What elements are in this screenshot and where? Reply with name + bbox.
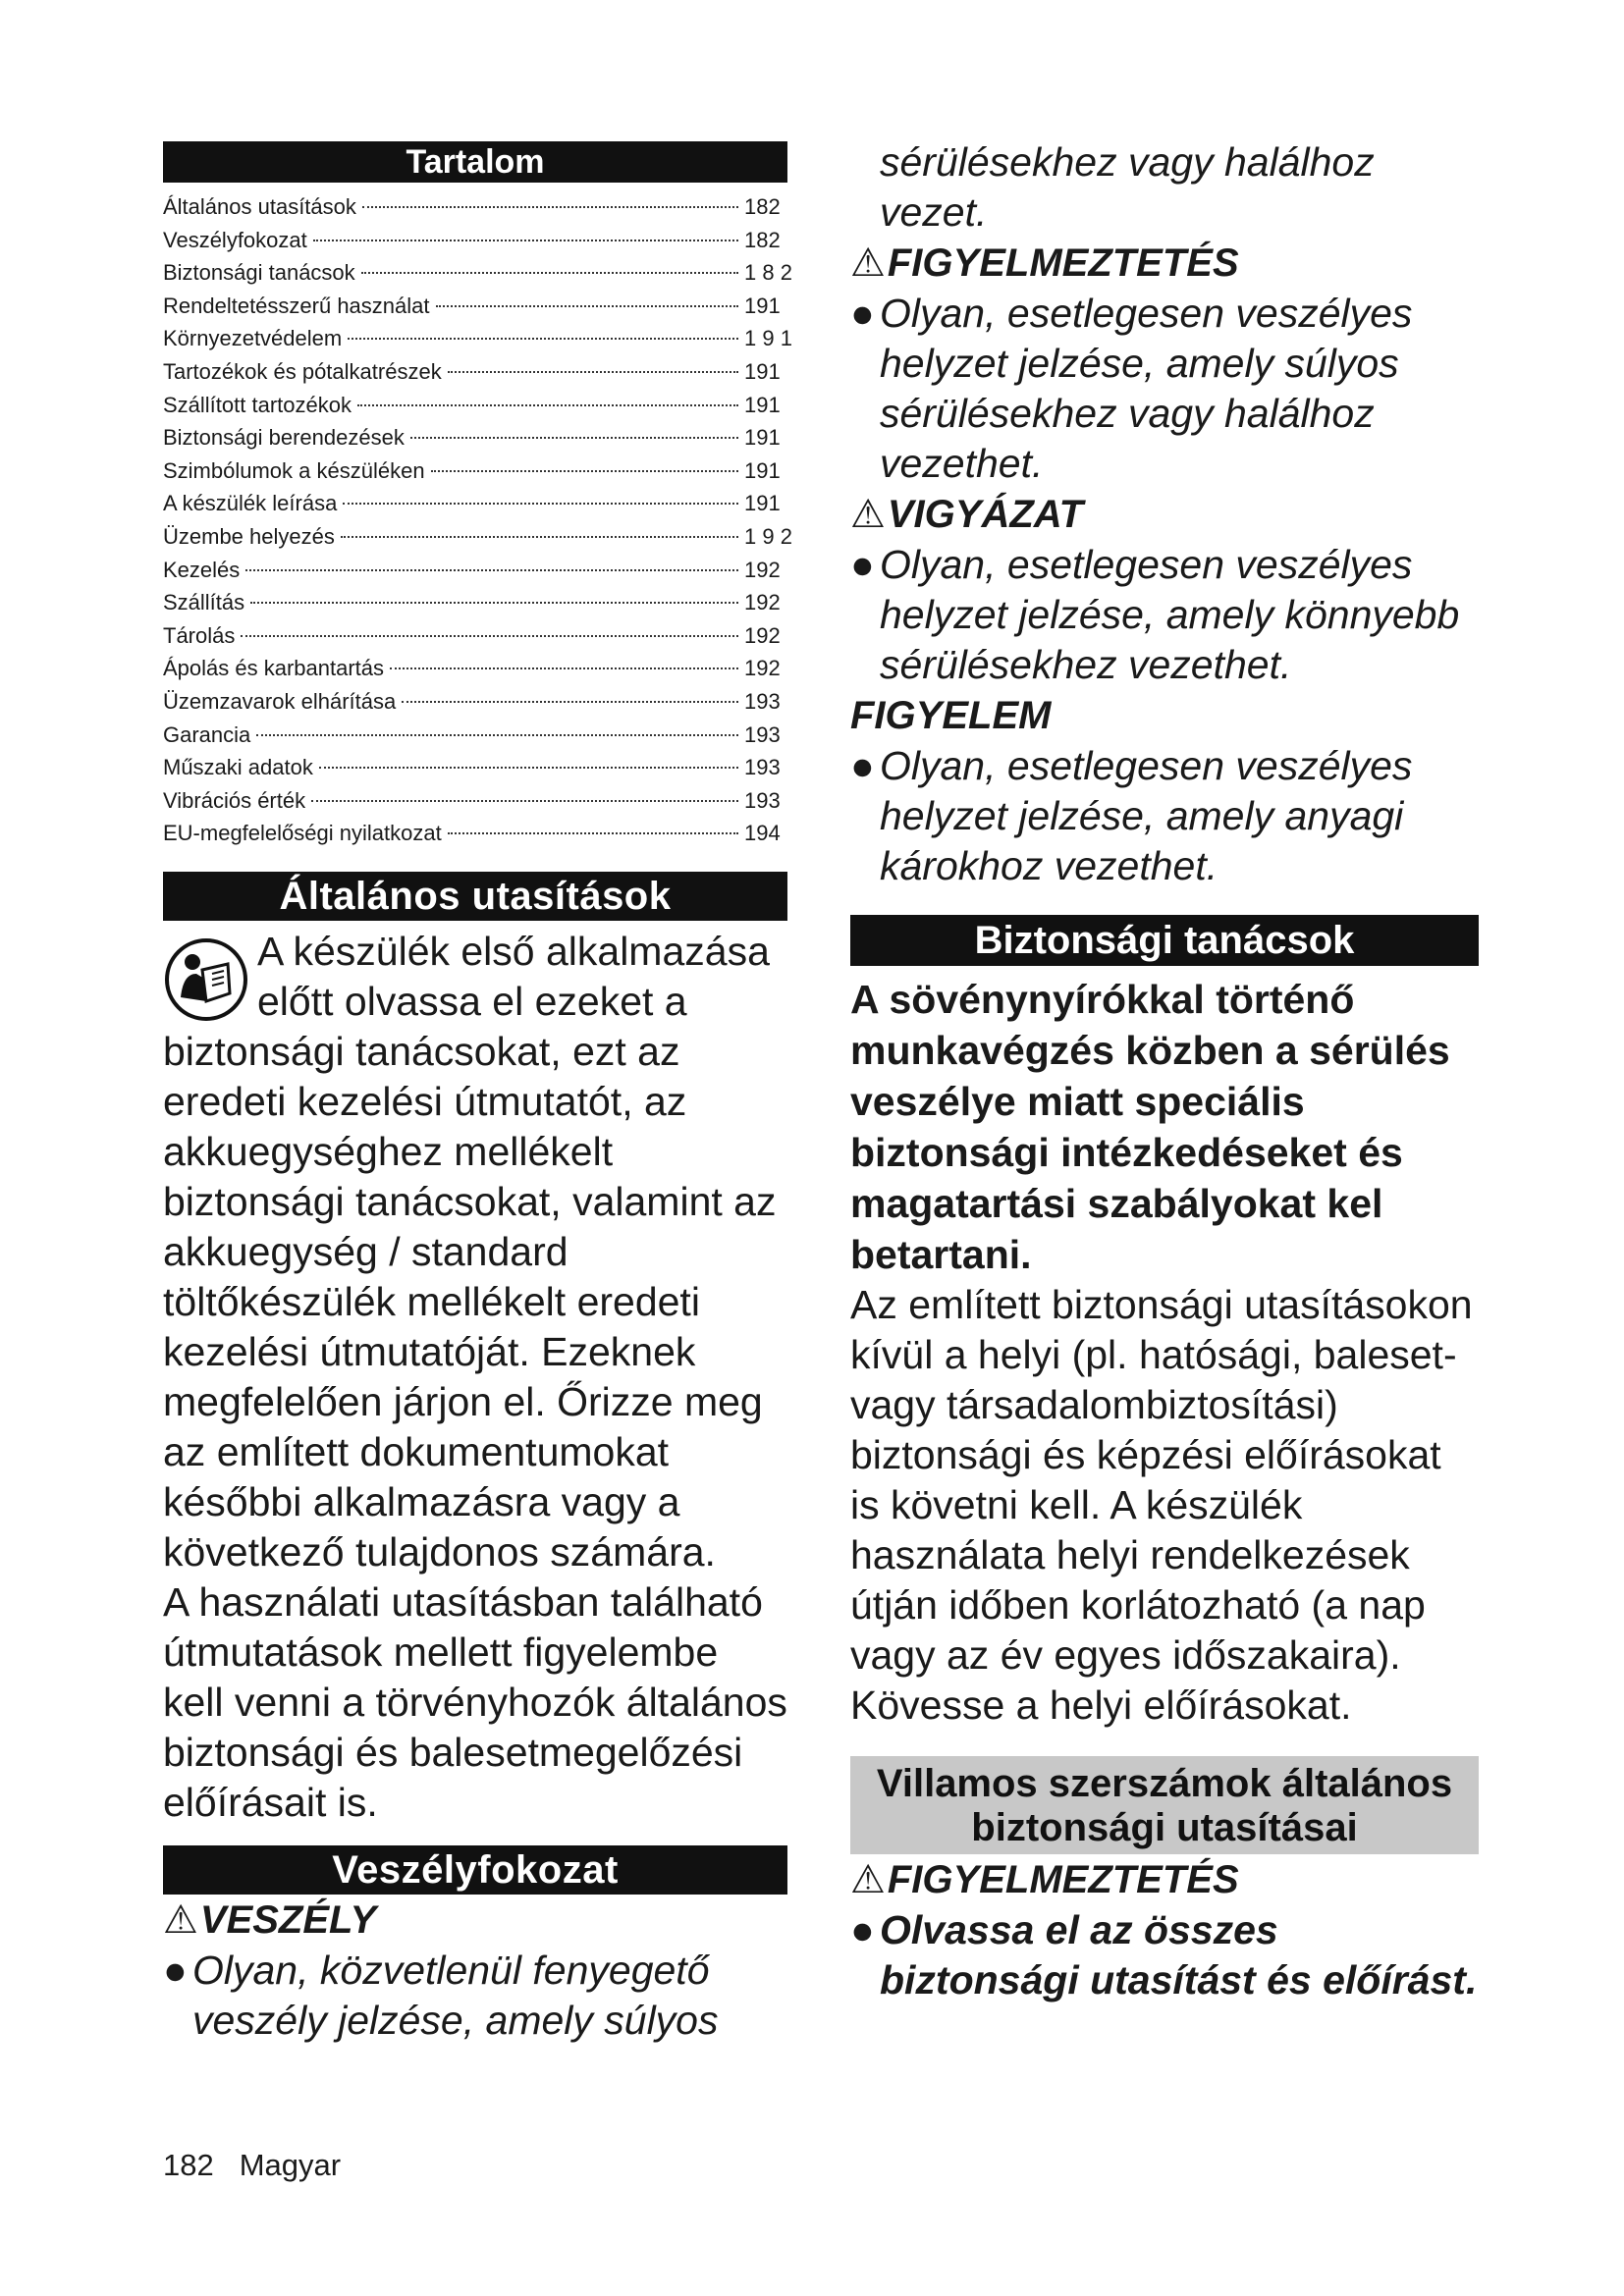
toc-leader-dots	[362, 206, 738, 208]
toc-entry-label: Garancia	[163, 721, 251, 747]
safety-section-title: Biztonsági tanácsok	[850, 915, 1479, 966]
toc-entry-page: 182	[744, 227, 781, 252]
toc-entry-page: 191	[744, 457, 781, 483]
general-paragraph-1: A készülék első alkalmazása előtt olvassa el ezeket a biztonsági tanácsokat, ezt az eredeti kezelési útmutatót, az akkuegységhez mellékelt biztonsági tanácsokat, valamint az akkuegység / standard töltőkészülék mellékelt eredeti kezelési útmutatóját. Ezeknek megfelelően járjon el. Őrizze meg az említett dokumentumokat későbbi alkalmazásra vagy a következő tulajdonos számára.	[163, 928, 777, 1575]
hazard-section-title: Veszélyfokozat	[163, 1845, 787, 1895]
toc-entry-label: Kezelés	[163, 557, 241, 582]
toc-entry-label: Ápolás és karbantartás	[163, 656, 385, 681]
toc-entry-label: Biztonsági tanácsok	[163, 260, 355, 286]
warning-triangle-icon: ⚠	[163, 1897, 198, 1942]
toc-title: Tartalom	[163, 141, 787, 183]
safety-bold-intro: A sövénynyírókkal történő munkavégzés közben a sérülés veszélye miatt speciális biztonsági intézkedéseket és magatartási szabályokat kel betartani.	[850, 977, 1450, 1277]
toc-entry	[163, 389, 787, 422]
toc-entry-page: 193	[744, 755, 781, 780]
bullet-icon: ●	[850, 743, 875, 788]
toc-entry-label: A készülék leírása	[163, 491, 338, 516]
page-footer	[163, 2148, 341, 2183]
danger-bullet: ● Olyan, közvetlenül fenyegető veszély jelzése, amely súlyos	[163, 1947, 719, 2043]
electric-bullet: ● Olvassa el az összes biztonsági utasítást és előírást.	[850, 1907, 1478, 2002]
notice-bullet: ● Olyan, esetlegesen veszélyes helyzet jelzése, amely anyagi károkhoz vezethet.	[850, 743, 1413, 888]
toc-leader-dots	[431, 470, 738, 472]
toc-entry	[163, 751, 787, 784]
toc-entry-label: Üzemzavarok elhárítása	[163, 688, 397, 714]
toc-entry	[163, 719, 787, 752]
toc-leader-dots	[448, 371, 738, 373]
toc-entry-page: 193	[744, 721, 781, 747]
warning-triangle-icon: ⚠	[850, 493, 886, 536]
toc-entry	[163, 520, 792, 554]
toc-entry	[163, 487, 787, 520]
toc-entry-label: Szállított tartozékok	[163, 392, 352, 417]
toc-entry-label: Rendeltetésszerű használat	[163, 293, 430, 318]
toc-entry-label: Vibrációs érték	[163, 787, 306, 813]
toc-leader-dots	[348, 338, 738, 340]
toc-entry	[163, 554, 787, 587]
toc-leader-dots	[250, 602, 738, 604]
toc-entry	[163, 784, 787, 818]
toc-entry	[163, 652, 787, 685]
toc-leader-dots	[241, 635, 738, 637]
caution-bullet: ● Olyan, esetlegesen veszélyes helyzet jelzése, amely könnyebb sérülésekhez vezethet.	[850, 542, 1460, 687]
toc-entry	[163, 190, 787, 224]
toc-entry-page: 1 8 2	[744, 260, 792, 286]
toc-leader-dots	[341, 536, 738, 538]
electric-warning-title: ⚠FIGYELMEZTETÉS	[850, 1854, 1479, 1905]
toc-entry-page: 191	[744, 358, 781, 384]
table-of-contents	[163, 190, 792, 850]
footer-language: Magyar	[239, 2148, 342, 2182]
bullet-icon: ●	[850, 291, 875, 336]
toc-entry-label: Tartozékok és pótalkatrészek	[163, 358, 442, 384]
toc-leader-dots	[410, 437, 738, 439]
bullet-icon: ●	[850, 542, 875, 587]
toc-leader-dots	[319, 767, 738, 769]
toc-entry-label: Általános utasítások	[163, 194, 356, 219]
caution-title: ⚠VIGYÁZAT	[850, 489, 1479, 540]
bullet-icon: ●	[850, 1907, 875, 1952]
toc-entry	[163, 224, 787, 257]
toc-leader-dots	[436, 305, 739, 307]
toc-entry-page: 192	[744, 557, 781, 582]
toc-leader-dots	[343, 503, 738, 505]
toc-entry-page: 194	[744, 821, 781, 846]
toc-entry	[163, 586, 787, 619]
toc-leader-dots	[245, 569, 738, 571]
toc-entry-page: 1 9 1	[744, 326, 792, 351]
toc-entry	[163, 322, 792, 355]
toc-entry	[163, 421, 787, 454]
notice-title: FIGYELEM	[850, 694, 1052, 737]
toc-leader-dots	[357, 404, 738, 406]
toc-entry-label: Környezetvédelem	[163, 326, 343, 351]
toc-leader-dots	[402, 701, 738, 703]
warning-bullet: ● Olyan, esetlegesen veszélyes helyzet jelzése, amely súlyos sérülésekhez vagy halálhoz vezethet.	[850, 291, 1413, 486]
toc-entry-page: 191	[744, 293, 781, 318]
toc-entry-label: Veszélyfokozat	[163, 227, 307, 252]
general-section-body	[163, 927, 787, 1828]
toc-entry-page: 182	[744, 194, 781, 219]
toc-entry	[163, 619, 787, 653]
toc-entry-page: 192	[744, 622, 781, 648]
toc-entry-page: 1 9 2	[744, 523, 792, 549]
toc-entry-page: 193	[744, 688, 781, 714]
toc-entry-label: Szállítás	[163, 590, 245, 615]
toc-leader-dots	[448, 832, 738, 834]
bullet-icon: ●	[163, 1947, 188, 1993]
danger-title: ⚠VESZÉLY	[163, 1895, 787, 1946]
read-manual-icon	[163, 936, 249, 1023]
safety-text: Az említett biztonsági utasításokon kívül a helyi (pl. hatósági, baleset- vagy társadalombiztosítási) biztonsági és képzési előírásokat is követni kell. A készülék használata helyi rendelkezések útján időben korlátozható (a nap vagy az év egyes időszakaira). Kövesse a helyi előírásokat.	[850, 1282, 1473, 1728]
danger-bullet-continued: sérülésekhez vagy halálhoz vezet.	[880, 139, 1375, 235]
toc-entry	[163, 454, 787, 488]
general-paragraph-2: A használati utasításban található útmutatások mellett figyelembe kell venni a törvényhozók általános biztonsági és balesetmegelőzési előírásait is.	[163, 1578, 787, 1825]
toc-entry	[163, 355, 787, 389]
toc-leader-dots	[390, 667, 738, 669]
warning-triangle-icon: ⚠	[850, 241, 886, 285]
toc-entry-label: Tárolás	[163, 622, 236, 648]
toc-entry-label: Műszaki adatok	[163, 755, 313, 780]
general-section-title: Általános utasítások	[163, 872, 787, 921]
toc-leader-dots	[361, 272, 738, 274]
toc-entry	[163, 256, 792, 290]
toc-entry-label: EU-megfelelőségi nyilatkozat	[163, 821, 442, 846]
warning-title: ⚠FIGYELMEZTETÉS	[850, 238, 1479, 289]
electric-tools-section-title: Villamos szerszámok általános biztonsági utasításai	[850, 1756, 1479, 1854]
toc-entry-page: 192	[744, 590, 781, 615]
toc-entry-page: 193	[744, 787, 781, 813]
warning-triangle-icon: ⚠	[850, 1858, 886, 1901]
left-column	[163, 141, 792, 2046]
toc-entry	[163, 817, 787, 850]
toc-entry-page: 191	[744, 392, 781, 417]
toc-entry-label: Biztonsági berendezések	[163, 425, 405, 451]
toc-entry-page: 191	[744, 491, 781, 516]
toc-leader-dots	[313, 240, 738, 241]
page-number: 182	[163, 2148, 214, 2182]
toc-leader-dots	[256, 734, 738, 736]
toc-entry-label: Üzembe helyezés	[163, 523, 335, 549]
toc-leader-dots	[311, 800, 738, 802]
toc-entry	[163, 685, 787, 719]
toc-entry	[163, 290, 787, 323]
right-column	[850, 137, 1479, 2005]
toc-entry-page: 192	[744, 656, 781, 681]
toc-entry-page: 191	[744, 425, 781, 451]
toc-entry-label: Szimbólumok a készüléken	[163, 457, 425, 483]
